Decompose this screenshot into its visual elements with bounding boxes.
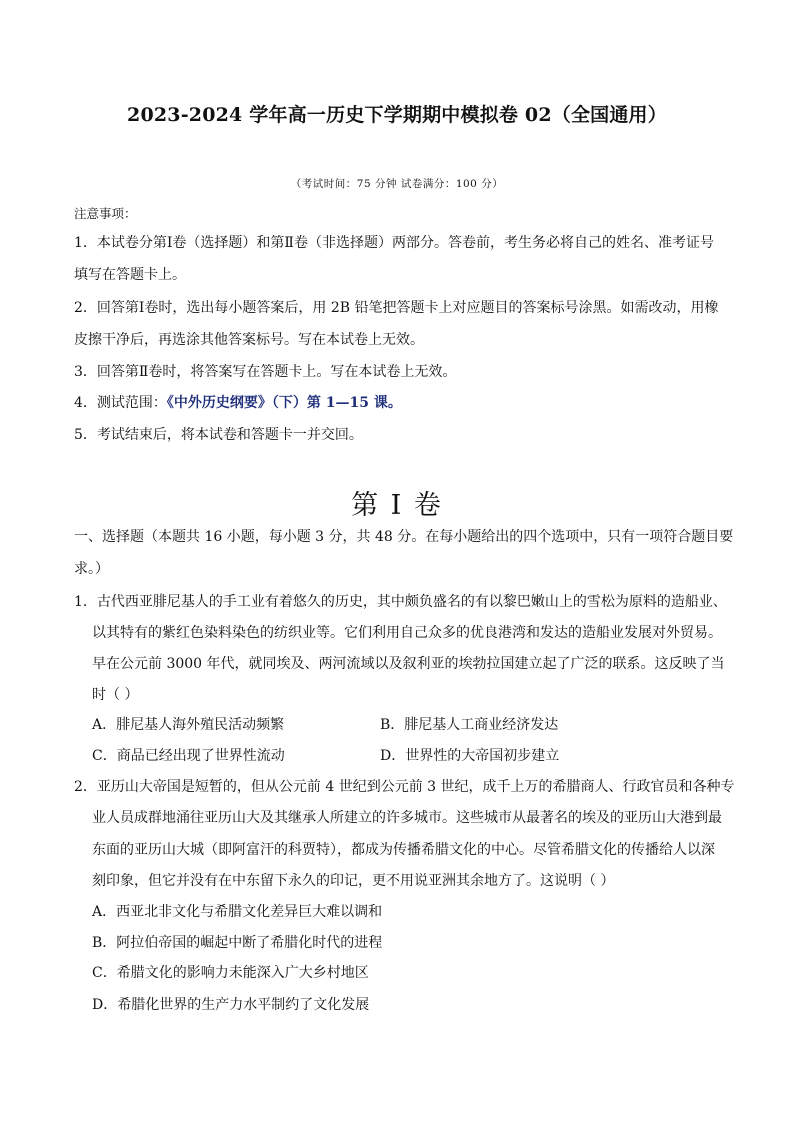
note-line: 皮擦干净后，再选涂其他答案标号。写在本试卷上无效。 (74, 332, 424, 348)
exam-time-and-score: （考试时间：75 分钟 试卷满分：100 分） (290, 178, 504, 190)
question-1-option-a[interactable]: A．腓尼基人海外殖民活动频繁 (92, 717, 285, 733)
note-line: 3．回答第Ⅱ卷时，将答案写在答题卡上。写在本试卷上无效。 (74, 364, 457, 380)
question-2-stem: 业人员成群地涌往亚历山大及其继承人所建立的许多城市。这些城市从最著名的埃及的亚历山大港到最 (92, 810, 722, 826)
note-line: 1．本试卷分第Ⅰ卷（选择题）和第Ⅱ卷（非选择题）两部分。答卷前，考生务必将自己的姓名、准考证号 (74, 235, 714, 251)
note-line: 5．考试结束后，将本试卷和答题卡一并交回。 (74, 427, 363, 443)
question-2-option-a[interactable]: A．西亚北非文化与希腊文化差异巨大难以调和 (92, 904, 383, 920)
question-1-option-b[interactable]: B．腓尼基人工商业经济发达 (380, 717, 559, 733)
question-2-option-b[interactable]: B．阿拉伯帝国的崛起中断了希腊化时代的进程 (92, 935, 383, 951)
question-1-stem: 1．古代西亚腓尼基人的手工业有着悠久的历史，其中颇负盛名的有以黎巴嫩山上的雪松为原料的造船业、 (74, 594, 727, 610)
question-2-stem: 2．亚历山大帝国是短暂的，但从公元前 4 世纪到公元前 3 世纪，成千上万的希腊商人、行政官员和各种专 (74, 779, 735, 795)
question-1-option-d[interactable]: D．世界性的大帝国初步建立 (380, 748, 560, 764)
question-2-option-c[interactable]: C．希腊文化的影响力未能深入广大乡村地区 (92, 965, 369, 981)
question-2-stem: 东面的亚历山大城（即阿富汗的科贾特），都成为传播希腊文化的中心。尽管希腊文化的传播给人以深 (92, 842, 715, 858)
section-title: 第 I 卷 (351, 490, 443, 521)
question-1-stem: 早在公元前 3000 年代，就同埃及、两河流域以及叙利亚的埃勃拉国建立起了广泛的联系。这反映了当 (92, 656, 725, 672)
section-instructions: 求。） (74, 561, 109, 577)
question-1-stem: 以其特有的紫红色染料染色的纺织业等。它们利用自己众多的优良港湾和发达的造船业发展对外贸易。 (92, 625, 722, 641)
note-test-scope (74, 393, 402, 413)
question-1-option-c[interactable]: C．商品已经出现了世界性流动 (92, 748, 285, 764)
question-2-option-d[interactable]: D．希腊化世界的生产力水平制约了文化发展 (92, 997, 370, 1013)
note-line: 2．回答第Ⅰ卷时，选出每小题答案后，用 2B 铅笔把答题卡上对应题目的答案标号涂黑。如需改动，用橡 (74, 300, 719, 316)
notes-heading: 注意事项： (74, 206, 137, 221)
section-instructions: 一、选择题（本题共 16 小题，每小题 3 分，共 48 分。在每小题给出的四个选项中，只有一项符合题目要 (74, 529, 734, 545)
note-line: 填写在答题卡上。 (74, 267, 186, 283)
exam-title: 2023-2024 学年高一历史下学期期中模拟卷 02（全国通用） (127, 104, 667, 126)
question-1-stem: 时（ ） (92, 687, 139, 703)
question-2-stem: 刻印象，但它并没有在中东留下永久的印记，更不用说亚洲其余地方了。这说明（ ） (92, 873, 615, 889)
note-test-scope-label: 4．测试范围： (74, 395, 167, 411)
note-test-scope-value: 《中外历史纲要》（下）第 1—15 课。 (166, 395, 402, 411)
